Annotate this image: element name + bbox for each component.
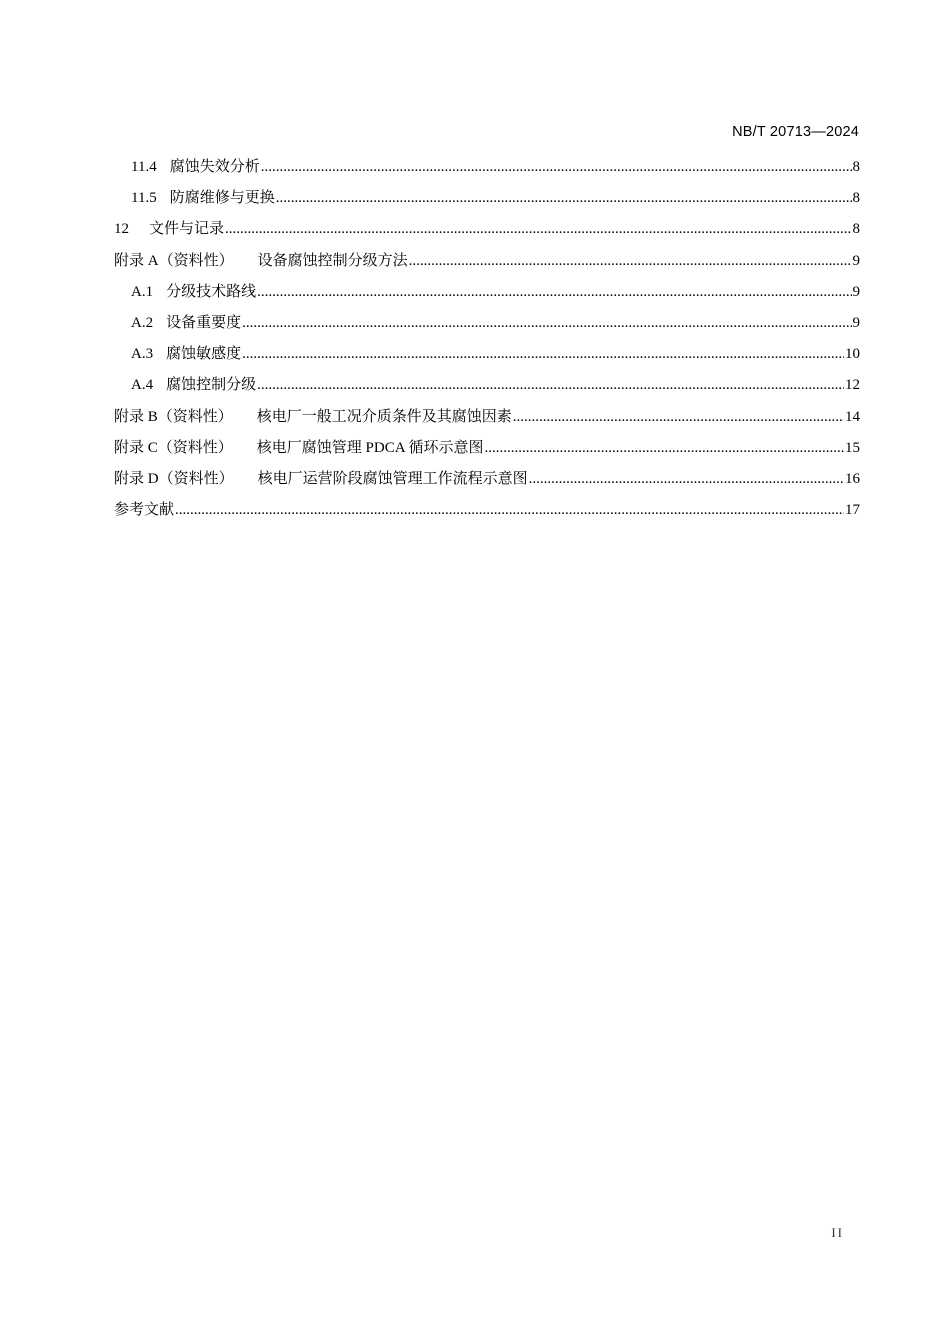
toc-dot-leader bbox=[513, 405, 844, 429]
toc-entry-11-5[interactable] bbox=[114, 186, 860, 217]
toc-entry-title: 腐蚀控制分级 bbox=[166, 377, 257, 394]
toc-entry-11-4[interactable] bbox=[114, 155, 860, 186]
toc-entry-page: 14 bbox=[845, 408, 860, 425]
toc-entry-title: 文件与记录 bbox=[149, 221, 225, 238]
toc-entry-number: A.3 bbox=[131, 346, 154, 363]
table-of-contents bbox=[114, 155, 860, 529]
toc-dot-leader bbox=[409, 249, 852, 273]
toc-entry-title: 设备腐蚀控制分级方法 bbox=[257, 252, 408, 269]
toc-entry-appendix-c[interactable] bbox=[114, 436, 860, 467]
toc-entry-title: 核电厂运营阶段腐蚀管理工作流程示意图 bbox=[257, 470, 528, 487]
toc-entry-page: 9 bbox=[852, 252, 860, 269]
toc-entry-number: 12 bbox=[114, 221, 129, 238]
toc-dot-leader bbox=[242, 342, 844, 366]
toc-entry-appendix-a[interactable] bbox=[114, 249, 860, 280]
toc-entry-title: 核电厂腐蚀管理 PDCA 循环示意图 bbox=[256, 439, 484, 456]
toc-entry-page: 8 bbox=[852, 221, 860, 238]
toc-entry-page: 12 bbox=[845, 377, 860, 394]
toc-entry-title: 设备重要度 bbox=[166, 314, 242, 331]
toc-entry-number: A.2 bbox=[131, 314, 154, 331]
toc-entry-number: 附录 B（资料性） bbox=[114, 408, 233, 425]
toc-dot-leader bbox=[175, 498, 844, 522]
toc-dot-leader bbox=[242, 311, 851, 335]
toc-dot-leader bbox=[261, 155, 852, 179]
toc-entry-page: 9 bbox=[852, 314, 860, 331]
toc-entry-page: 9 bbox=[852, 283, 860, 300]
toc-dot-leader bbox=[529, 467, 844, 491]
toc-entry-number: 附录 A（资料性） bbox=[114, 252, 234, 269]
toc-entry-number: 附录 C（资料性） bbox=[114, 439, 233, 456]
toc-dot-leader bbox=[484, 436, 844, 460]
toc-entry-a-4[interactable] bbox=[114, 373, 860, 404]
toc-entry-page: 10 bbox=[845, 346, 860, 363]
toc-entry-number: 11.5 bbox=[131, 190, 157, 207]
toc-entry-number: 11.4 bbox=[131, 159, 157, 175]
toc-dot-leader bbox=[225, 217, 851, 241]
toc-entry-number: A.4 bbox=[131, 377, 154, 394]
toc-entry-a-1[interactable] bbox=[114, 280, 860, 311]
document-code: NB/T 20713—2024 bbox=[732, 124, 859, 140]
toc-entry-page: 8 bbox=[852, 190, 860, 207]
toc-entry-page: 16 bbox=[845, 470, 860, 487]
toc-dot-leader bbox=[276, 186, 852, 210]
toc-entry-title: 防腐维修与更换 bbox=[169, 190, 275, 207]
toc-entry-page: 15 bbox=[845, 439, 860, 456]
toc-entry-appendix-d[interactable] bbox=[114, 467, 860, 498]
toc-entry-12[interactable] bbox=[114, 217, 860, 248]
toc-dot-leader bbox=[257, 373, 844, 397]
toc-entry-references[interactable] bbox=[114, 498, 860, 529]
toc-entry-number: 附录 D（资料性） bbox=[114, 470, 234, 487]
toc-entry-page: 17 bbox=[845, 502, 860, 519]
toc-entry-title: 核电厂一般工况介质条件及其腐蚀因素 bbox=[256, 408, 512, 425]
toc-entry-appendix-b[interactable] bbox=[114, 405, 860, 436]
toc-entry-page: 8 bbox=[852, 159, 860, 175]
page-number: II bbox=[831, 1225, 844, 1240]
toc-entry-title: 腐蚀敏感度 bbox=[166, 346, 242, 363]
toc-entry-title: 参考文献 bbox=[114, 502, 175, 519]
toc-entry-a-3[interactable] bbox=[114, 342, 860, 373]
toc-entry-title: 分级技术路线 bbox=[166, 283, 257, 300]
toc-dot-leader bbox=[257, 280, 851, 304]
toc-entry-number: A.1 bbox=[131, 283, 154, 300]
toc-entry-title: 腐蚀失效分析 bbox=[169, 159, 260, 175]
toc-entry-a-2[interactable] bbox=[114, 311, 860, 342]
